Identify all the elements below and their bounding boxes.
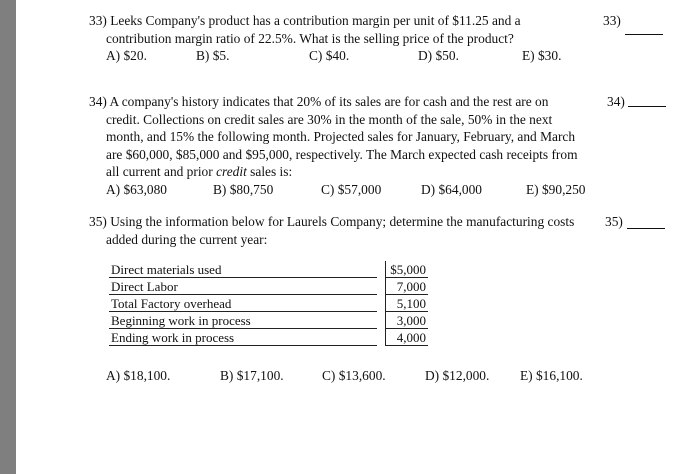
table-row <box>109 312 428 329</box>
option-34-d[interactable]: D) $64,000 <box>421 181 482 197</box>
question-34-options <box>89 181 586 199</box>
option-34-a[interactable]: A) $63,080 <box>106 181 167 197</box>
cost-label: Beginning work in process <box>109 312 377 329</box>
cost-value: 4,000 <box>386 329 429 346</box>
question-33-line-2: contribution margin ratio of 22.5%. What is the selling price of the product? <box>106 30 514 46</box>
question-35-line-2: added during the current year: <box>106 231 268 247</box>
question-33-number: 33) <box>603 13 621 28</box>
question-34-line-5-prefix: all current and prior <box>106 164 217 179</box>
cost-label: Direct materials used <box>109 261 377 278</box>
cost-label: Total Factory overhead <box>109 295 377 312</box>
option-33-e[interactable]: E) $30. <box>522 48 562 63</box>
question-34-line-5-suffix: sales is: <box>246 164 293 179</box>
option-35-b[interactable]: B) $17,100. <box>220 368 284 383</box>
answer-blank-33[interactable] <box>625 34 663 35</box>
question-35-options <box>89 367 649 385</box>
question-35-number: 35) <box>605 214 623 229</box>
question-33-line-1: 33) Leeks Company's product has a contribution margin per unit of $11.25 and a <box>89 13 521 28</box>
answer-blank-34[interactable] <box>628 106 666 107</box>
question-34-line-1: 34) A company's history indicates that 20% of its sales are for cash and the rest are on <box>89 94 549 109</box>
question-33 <box>89 12 562 65</box>
cost-value: 3,000 <box>386 312 429 329</box>
question-34-line-2: credit. Collections on credit sales are 30% in the month of the sale, 50% in the next <box>106 111 553 127</box>
question-34-line-5-italic: credit <box>216 164 247 179</box>
question-34-number: 34) <box>607 94 625 109</box>
option-35-a[interactable]: A) $18,100. <box>106 368 171 383</box>
cost-value: 7,000 <box>386 278 429 295</box>
question-34-line-4: are $60,000, $85,000 and $95,000, respectively. The March expected cash receipts from <box>106 146 578 162</box>
option-35-e[interactable]: E) $16,100. <box>520 368 583 383</box>
option-35-d[interactable]: D) $12,000. <box>425 368 490 383</box>
cost-label: Ending work in process <box>109 329 377 346</box>
question-35 <box>89 213 574 248</box>
option-34-b[interactable]: B) $80,750 <box>213 181 274 197</box>
left-edge-bar <box>0 0 16 474</box>
option-33-b[interactable]: B) $5. <box>196 48 230 63</box>
question-33-options <box>89 47 562 65</box>
option-33-a[interactable]: A) $20. <box>106 48 147 63</box>
question-34-line-5 <box>89 163 578 181</box>
answer-blank-35[interactable] <box>627 228 665 229</box>
question-35-line-1: 35) Using the information below for Laurels Company; determine the manufacturing costs <box>89 214 575 229</box>
table-row <box>109 295 428 312</box>
cost-label: Direct Labor <box>109 278 377 295</box>
cost-value: $5,000 <box>386 261 429 278</box>
question-34 <box>89 93 586 199</box>
option-35-c[interactable]: C) $13,600. <box>322 368 386 383</box>
option-34-e[interactable]: E) $90,250 <box>526 181 586 197</box>
table-row <box>109 261 428 278</box>
cost-value: 5,100 <box>386 295 429 312</box>
table-row <box>109 329 428 346</box>
option-33-c[interactable]: C) $40. <box>309 48 350 63</box>
question-34-line-3: month, and 15% the following month. Projected sales for January, February, and March <box>106 129 576 144</box>
cost-table <box>109 261 428 346</box>
option-34-c[interactable]: C) $57,000 <box>321 181 382 197</box>
table-row <box>109 278 428 295</box>
option-33-d[interactable]: D) $50. <box>418 48 459 63</box>
